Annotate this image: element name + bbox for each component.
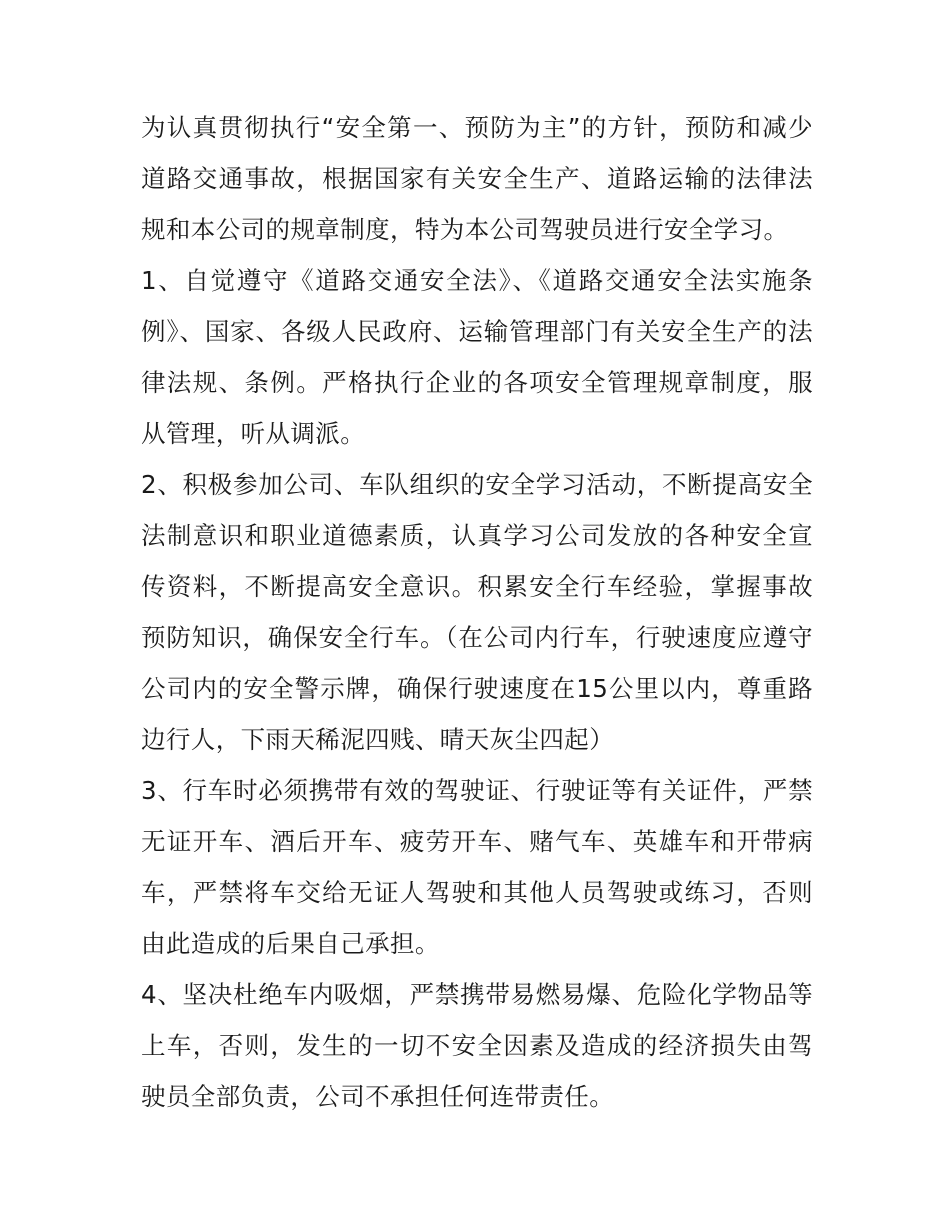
rule-1-paragraph: 1、自觉遵守《道路交通安全法》、《道路交通安全法实施条例》、国家、各级人民政府、运输管理部门有关安全生产的法律法规、条例。严格执行企业的各项安全管理规章制度，服从管理，听从调派。 xyxy=(141,266,813,448)
intro-paragraph: 为认真贯彻执行“安全第一、预防为主”的方针，预防和减少道路交通事故，根据国家有关安全生产、道路运输的法律法规和本公司的规章制度，特为本公司驾驶员进行安全学习。 xyxy=(141,113,813,244)
rule-3-paragraph: 3、行车时必须携带有效的驾驶证、行驶证等有关证件，严禁无证开车、酒后开车、疲劳开车、赌气车、英雄车和开带病车，严禁将车交给无证人驾驶和其他人员驾驶或练习，否则由此造成的后果自己承担。 xyxy=(141,776,813,958)
rule-2-paragraph: 2、积极参加公司、车队组织的安全学习活动，不断提高安全法制意识和职业道德素质，认真学习公司发放的各种安全宣传资料，不断提高安全意识。积累安全行车经验，掌握事故预防知识，确保安全行车。（在公司内行车，行驶速度应遵守公司内的安全警示牌，确保行驶速度在15公里以内，尊重路边行人，下雨天稀泥四贱、晴天灰尘四起） xyxy=(141,470,813,754)
document-body xyxy=(141,102,813,1122)
rule-4-paragraph: 4、坚决杜绝车内吸烟，严禁携带易燃易爆、危险化学物品等上车，否则，发生的一切不安全因素及造成的经济损失由驾驶员全部负责，公司不承担任何连带责任。 xyxy=(141,980,813,1111)
